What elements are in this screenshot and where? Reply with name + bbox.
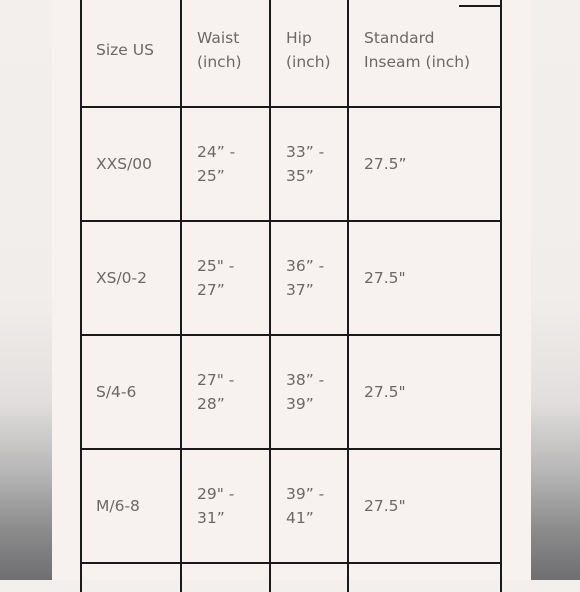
- table-row-inseam: 27.5": [364, 269, 406, 287]
- column-divider: [180, 0, 182, 592]
- table-row-waist: 25" -: [197, 257, 235, 275]
- header-hip: Hip: [286, 29, 312, 47]
- table-row-hip: 39”: [286, 395, 314, 413]
- row-divider: [80, 220, 502, 222]
- column-divider: [269, 0, 271, 592]
- header-hip-unit: (inch): [286, 53, 331, 71]
- table-row-hip: 36” -: [286, 257, 325, 275]
- table-row-waist: 25”: [197, 167, 225, 185]
- header-size: Size US: [96, 41, 154, 59]
- table-row-waist: 31”: [197, 509, 225, 527]
- header-waist-unit: (inch): [197, 53, 242, 71]
- table-row-hip: 41”: [286, 509, 314, 527]
- table-row-size: M/6-8: [96, 497, 140, 515]
- table-row-size: XXS/00: [96, 155, 153, 173]
- table-row-size: XS/0-2: [96, 269, 147, 287]
- table-row-hip: 39” -: [286, 485, 325, 503]
- table-row-waist: 27" -: [197, 371, 235, 389]
- table-row-inseam: 27.5”: [364, 155, 407, 173]
- table-row-hip: 35”: [286, 167, 314, 185]
- row-divider: [80, 334, 502, 336]
- table-row-hip: 38” -: [286, 371, 325, 389]
- table-row-size: S/4-6: [96, 383, 137, 401]
- header-inseam-unit: Inseam (inch): [364, 53, 471, 71]
- table-border-right: [500, 0, 502, 592]
- table-row-waist: 29" -: [197, 485, 235, 503]
- column-divider: [347, 0, 349, 592]
- row-divider: [80, 562, 502, 564]
- table-row-inseam: 27.5": [364, 497, 406, 515]
- row-divider: [80, 106, 502, 108]
- row-divider: [80, 448, 502, 450]
- table-row-hip: 33” -: [286, 143, 325, 161]
- table-border-left: [80, 0, 82, 592]
- table-row-inseam: 27.5": [364, 383, 406, 401]
- header-waist: Waist: [197, 29, 240, 47]
- table-row-hip: 37”: [286, 281, 314, 299]
- table-row-waist: 27”: [197, 281, 225, 299]
- table-row-waist: 28”: [197, 395, 225, 413]
- header-inseam: Standard: [364, 29, 435, 47]
- size-chart-table: [80, 0, 502, 592]
- table-row-waist: 24” -: [197, 143, 236, 161]
